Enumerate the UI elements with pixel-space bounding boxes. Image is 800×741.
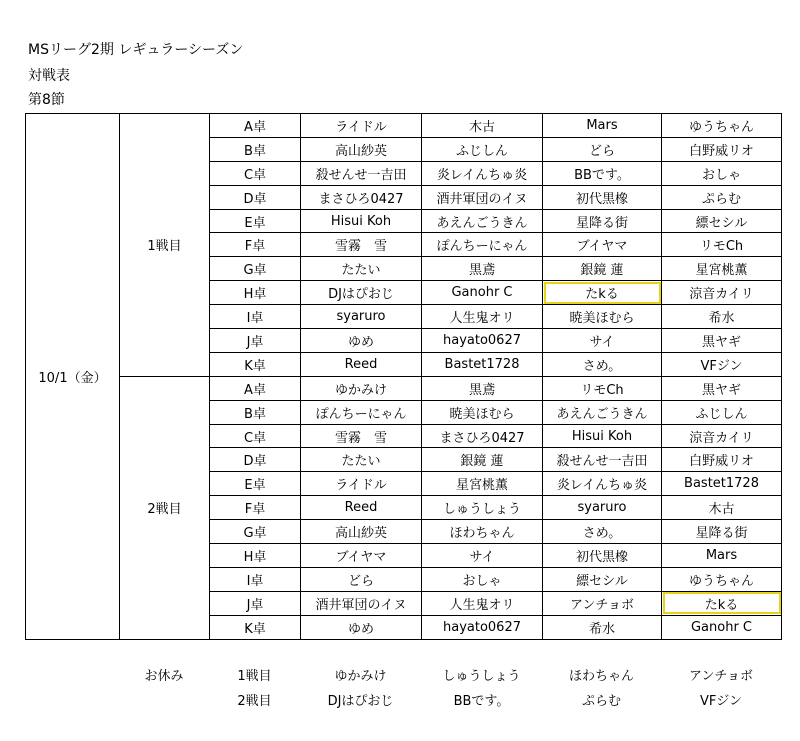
player-cell: 雪霧 雪 [301,424,422,448]
player-cell: 初代黒橡 [543,544,662,568]
player-cell: Hisui Koh [543,424,662,448]
player-cell: 希水 [543,615,662,639]
table-label: H卓 [210,281,301,305]
player-cell: 希水 [662,305,782,329]
player-cell: hayato0627 [422,615,543,639]
rest-player: BBです。 [453,694,510,709]
rest-row [25,662,781,687]
player-cell: 白野威リオ [662,137,782,161]
match-row [26,376,782,400]
player-cell: 星降る街 [662,520,782,544]
player-cell: 縹セシル [662,209,782,233]
player-cell: ぷらむ [662,185,782,209]
document-title: 対戦表 [28,68,70,84]
player-cell: Reed [301,496,422,520]
player-cell: サイ [543,329,662,353]
table-label: J卓 [210,329,301,353]
table-label: C卓 [210,424,301,448]
player-cell: 黒鳶 [422,257,543,281]
table-label: A卓 [210,114,301,138]
player-cell: ブイヤマ [543,233,662,257]
player-cell: しゅうしょう [422,496,543,520]
table-label: F卓 [210,496,301,520]
player-cell: Ganohr C [422,281,543,305]
player-cell: さめ。 [543,520,662,544]
rest-player: しゅうしょう [442,669,521,684]
table-label: D卓 [210,448,301,472]
player-cell: ブイヤマ [301,544,422,568]
player-cell: 暁美ほむら [422,400,543,424]
player-cell: Bastet1728 [662,472,782,496]
player-cell: ライドル [301,472,422,496]
player-cell: アンチョボ [543,591,662,615]
rest-table [25,662,781,712]
table-label: G卓 [210,257,301,281]
player-cell: どら [301,567,422,591]
table-label: F卓 [210,233,301,257]
table-label: K卓 [210,352,301,376]
rest-spacer [25,687,119,712]
player-cell: サイ [422,544,543,568]
table-label: I卓 [210,305,301,329]
player-cell: ぽんちーにゃん [422,233,543,257]
player-cell: Reed [301,352,422,376]
player-cell: たkる [543,281,662,305]
table-label: A卓 [210,376,301,400]
player-cell: Mars [543,114,662,138]
rest-player: アンチョボ [688,669,754,684]
match-row [26,114,782,138]
player-cell: 酒井軍団のイヌ [422,185,543,209]
player-cell: ゆめ [301,329,422,353]
player-cell: おしゃ [662,161,782,185]
round-label: 2戦目 [120,376,210,639]
player-cell: Ganohr C [662,615,782,639]
player-cell: hayato0627 [422,329,543,353]
table-label: J卓 [210,591,301,615]
player-cell: Hisui Koh [301,209,422,233]
table-label: K卓 [210,615,301,639]
player-cell: ゆうちゃん [662,567,782,591]
table-label: B卓 [210,137,301,161]
player-cell: VFジン [662,352,782,376]
rest-player: ゆかみけ [334,669,387,684]
player-cell: たkる [662,591,782,615]
player-cell: リモCh [662,233,782,257]
table-label: I卓 [210,567,301,591]
table-label: E卓 [210,209,301,233]
player-cell: まさひろ0427 [422,424,543,448]
player-cell: 人生鬼オリ [422,305,543,329]
player-cell: 暁美ほむら [543,305,662,329]
player-cell: BBです。 [543,161,662,185]
player-cell: おしゃ [422,567,543,591]
player-cell: ふじしん [422,137,543,161]
player-cell: 高山紗英 [301,137,422,161]
player-cell: 白野威リオ [662,448,782,472]
player-cell: 星降る街 [543,209,662,233]
rest-spacer [25,662,119,687]
player-cell: ゆめ [301,615,422,639]
round-label: 1戦目 [120,114,210,377]
player-cell: ぽんちーにゃん [301,400,422,424]
player-cell: DJはぴおじ [301,281,422,305]
player-cell: 木古 [662,496,782,520]
player-cell: たたい [301,448,422,472]
match-date: 10/1（金） [26,114,120,640]
player-cell: 炎レイんちゅ炎 [422,161,543,185]
player-cell: ゆうちゃん [662,114,782,138]
player-cell: 初代黒橡 [543,185,662,209]
rest-round: 1戦目 [237,669,272,684]
table-label: D卓 [210,185,301,209]
player-cell: Mars [662,544,782,568]
league-title: MSリーグ2期 レギュラーシーズン [28,42,244,58]
table-label: C卓 [210,161,301,185]
player-cell: syaruro [543,496,662,520]
rest-round: 2戦目 [237,694,272,709]
player-cell: ライドル [301,114,422,138]
table-label: G卓 [210,520,301,544]
player-cell: 星宮桃薫 [422,472,543,496]
rest-player: DJはぴおじ [327,694,394,709]
player-cell: 酒井軍団のイヌ [301,591,422,615]
player-cell: 星宮桃薫 [662,257,782,281]
player-cell: 黒ヤギ [662,329,782,353]
player-cell: 木古 [422,114,543,138]
player-cell: まさひろ0427 [301,185,422,209]
player-cell: 殺せんせ一吉田 [543,448,662,472]
rest-player: ぷらむ [581,694,621,709]
rest-label: お休み [144,669,184,684]
player-cell: 殺せんせ一吉田 [301,161,422,185]
player-cell: 涼音カイリ [662,281,782,305]
player-cell: どら [543,137,662,161]
player-cell: 高山紗英 [301,520,422,544]
table-label: H卓 [210,544,301,568]
player-cell: 銀鏡 蓮 [422,448,543,472]
rest-spacer [119,687,209,712]
section-label: 第8節 [28,92,65,108]
player-cell: 銀鏡 蓮 [543,257,662,281]
player-cell: 涼音カイリ [662,424,782,448]
player-cell: あえんごうきん [422,209,543,233]
player-cell: 人生鬼オリ [422,591,543,615]
table-label: B卓 [210,400,301,424]
schedule-table [25,113,782,640]
player-cell: たたい [301,257,422,281]
player-cell: 黒ヤギ [662,376,782,400]
player-cell: 雪霧 雪 [301,233,422,257]
rest-row [25,687,781,712]
player-cell: Bastet1728 [422,352,543,376]
player-cell: 炎レイんちゅ炎 [543,472,662,496]
player-cell: ふじしん [662,400,782,424]
player-cell: syaruro [301,305,422,329]
rest-player: VFジン [699,694,743,709]
player-cell: あえんごうきん [543,400,662,424]
table-label: E卓 [210,472,301,496]
player-cell: 黒鳶 [422,376,543,400]
rest-player: ほわちゃん [568,669,634,684]
player-cell: 縹セシル [543,567,662,591]
player-cell: ほわちゃん [422,520,543,544]
player-cell: リモCh [543,376,662,400]
player-cell: ゆかみけ [301,376,422,400]
player-cell: さめ。 [543,352,662,376]
